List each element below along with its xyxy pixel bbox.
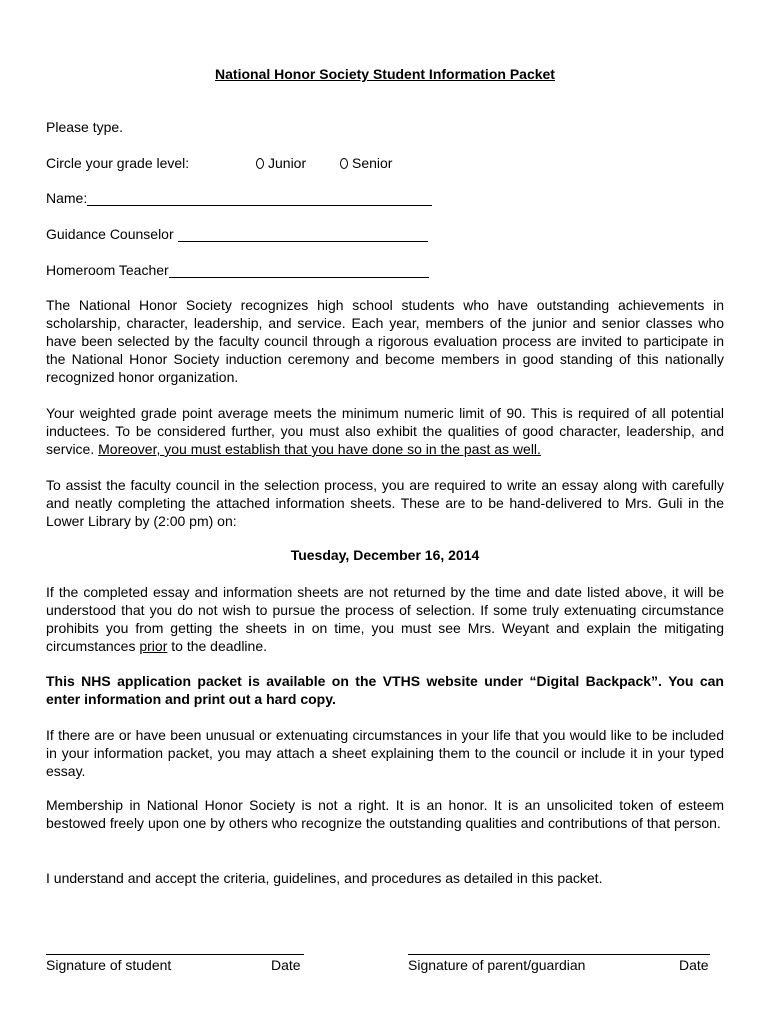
paragraph-late-prior: prior — [139, 638, 168, 654]
counselor-field-row — [46, 226, 428, 242]
student-signature-label: Signature of student — [46, 957, 172, 973]
paragraph-gpa — [46, 404, 724, 458]
counselor-label: Guidance Counselor — [46, 226, 174, 242]
paragraph-gpa-text: Your weighted grade point average meets the minimum numeric limit of 90. This is required of all potential inductees. To be considered further, you must also exhibit the qualities of good character, leadership, and service. — [46, 405, 724, 457]
instruction-text: Please type. — [46, 119, 124, 135]
grade-option-senior[interactable] — [340, 155, 392, 171]
name-field[interactable] — [87, 191, 432, 206]
circle-icon — [256, 158, 264, 169]
parent-signature-line[interactable] — [408, 954, 710, 955]
parent-signature-label: Signature of parent/guardian — [408, 957, 586, 973]
name-field-row — [46, 190, 432, 206]
grade-level-label: Circle your grade level: — [46, 155, 190, 171]
paragraph-acceptance: I understand and accept the criteria, guidelines, and procedures as detailed in this packet. — [46, 870, 603, 886]
homeroom-field[interactable] — [169, 263, 429, 278]
homeroom-label: Homeroom Teacher — [46, 262, 169, 278]
paragraph-intro: The National Honor Society recognizes high school students who have outstanding achievements in scholarship, character, leadership, and service. Each year, members of the junior and senior classes who have been selected by the faculty council through a rigorous evaluation process are invited to participate in the National Honor Society induction ceremony and become members in good standing of this nationally recognized honor organization. — [46, 297, 724, 385]
paragraph-gpa-underlined: Moreover, you must establish that you have done so in the past as well. — [98, 441, 541, 457]
student-date-label: Date — [271, 957, 301, 973]
paragraph-essay: To assist the faculty council in the selection process, you are required to write an essay along with carefully and neatly completing the attached information sheets. These are to be hand-delivered to Mrs. Guli in the Lower Library by (2:00 pm) on: — [46, 477, 724, 529]
grade-option-senior-label: Senior — [352, 155, 393, 171]
page-title: National Honor Society Student Information Packet — [215, 66, 555, 82]
grade-option-junior[interactable] — [256, 155, 306, 171]
circle-icon — [340, 158, 348, 169]
paragraph-late — [46, 583, 724, 655]
paragraph-late-text: If the completed essay and information sheets are not returned by the time and date listed above, it will be understood that you do not wish to pursue the process of selection. If some truly extenuating circumstance prohibits you from getting the sheets in on time, you must see Mrs. Weyant and explain the mitigating circumstances — [46, 584, 724, 654]
paragraph-membership: Membership in National Honor Society is not a right. It is an honor. It is an unsolicited token of esteem bestowed freely upon one by others who recognize the outstanding qualities and contributions of that person. — [46, 797, 724, 831]
paragraph-late-end: to the deadline. — [167, 638, 268, 654]
deadline-date: Tuesday, December 16, 2014 — [290, 547, 480, 563]
parent-date-label: Date — [679, 957, 709, 973]
grade-option-junior-label: Junior — [268, 155, 307, 171]
homeroom-field-row — [46, 262, 429, 278]
paragraph-circumstances: If there are or have been unusual or extenuating circumstances in your life that you would like to be included in your information packet, you may attach a sheet explaining them to the council or include it in your typed essay. — [46, 727, 724, 779]
paragraph-website: This NHS application packet is available on the VTHS website under “Digital Backpack”. You can enter information and print out a hard copy. — [46, 673, 724, 707]
student-signature-line[interactable] — [46, 954, 304, 955]
counselor-field[interactable] — [178, 227, 428, 242]
name-label: Name: — [46, 190, 88, 206]
